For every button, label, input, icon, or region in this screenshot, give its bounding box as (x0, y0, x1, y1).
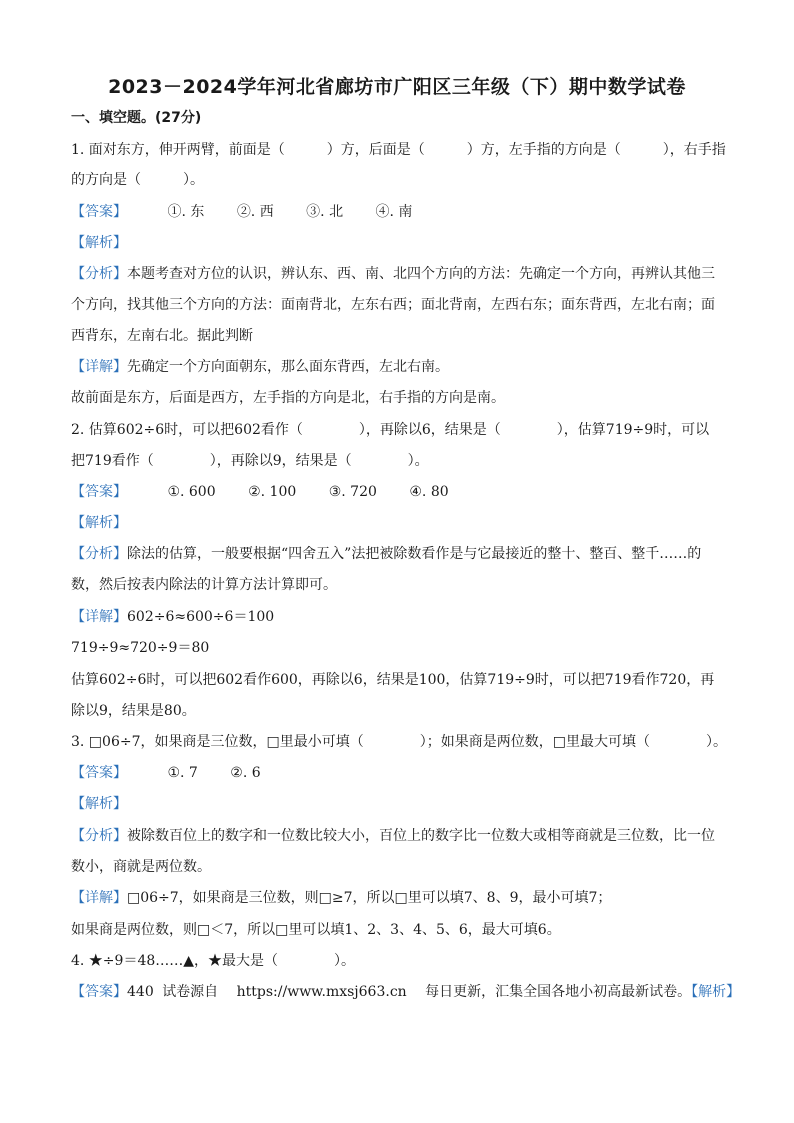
q1-analysis-heading (71, 233, 127, 253)
source-note: 每日更新，汇集全国各地小初高最新试卷。 (425, 984, 692, 1000)
q4-stem-line1: 4. ★÷9＝48……▲，★最大是（ ）。 (71, 953, 356, 969)
q1-answer-row (71, 202, 412, 222)
answer-tag: 【答案】 (71, 204, 127, 220)
xiangjie-tag: 【详解】 (71, 890, 127, 906)
q3-fenxi-line2: 数小，商就是两位数。 (71, 859, 211, 875)
source-link[interactable]: https://www.mxsj663.cn (236, 984, 407, 1000)
q2-stem-line2: 把719看作（ ），再除以9，结果是（ ）。 (71, 453, 429, 469)
q2-calc-line2: 719÷9≈720÷9＝80 (71, 640, 210, 656)
q4-answer-value: 440 (127, 984, 154, 1000)
q2-conclusion-line1: 估算602÷6时，可以把602看作600，再除以6，结果是100，估算719÷9时，可以把719看作720，再 (71, 672, 715, 688)
analysis-tag: 【解析】 (71, 796, 127, 812)
q4-answer-row (71, 982, 740, 1002)
answer-tag: 【答案】 (71, 765, 127, 781)
q3-stem-line1: 3. □06÷7，如果商是三位数，□里最小可填（ ）；如果商是两位数，□里最大可填（ ）。 (71, 734, 727, 750)
q2-answer-1: ①. 600 (167, 484, 216, 500)
q1-fenxi-line2: 个方向，找其他三个方向的方法：面南背北，左东右西；面北背南，左西右东；面东背西，左北右南；面 (71, 297, 715, 313)
answer-tag: 【答案】 (71, 984, 127, 1000)
q1-stem-line2: 的方向是（ ）。 (71, 172, 204, 188)
xiangjie-tag: 【详解】 (71, 359, 127, 375)
q3-xiangjie-line1 (71, 888, 611, 908)
q1-fenxi-line1 (71, 264, 715, 284)
xiangjie-tag: 【详解】 (71, 609, 127, 625)
q3-fenxi-line1 (71, 826, 715, 846)
q3-conclusion-line1: 如果商是两位数，则□＜7，所以□里可以填1、2、3、4、5、6，最大可填6。 (71, 922, 561, 938)
q1-answer-4: ④. 南 (375, 204, 413, 220)
q3-fenxi-text1: 被除数百位上的数字和一位数比较大小，百位上的数字比一位数大或相等商就是三位数，比一位 (127, 828, 715, 844)
q3-xiangjie-text1: □06÷7，如果商是三位数，则□≥7，所以□里可以填7、8、9，最小可填7； (127, 890, 612, 906)
q1-answer-1: ①. 东 (167, 204, 205, 220)
q1-answer-2: ②. 西 (236, 204, 274, 220)
analysis-tag: 【解析】 (71, 235, 127, 251)
q1-xiangjie-line1 (71, 357, 449, 377)
q3-answer-2: ②. 6 (230, 765, 261, 781)
fenxi-tag: 【分析】 (71, 828, 127, 844)
q2-answer-2: ②. 100 (248, 484, 297, 500)
q2-xiangjie-text1: 602÷6≈600÷6＝100 (127, 609, 275, 625)
q2-answer-4: ④. 80 (409, 484, 449, 500)
q3-answer-1: ①. 7 (167, 765, 198, 781)
fenxi-tag: 【分析】 (71, 546, 127, 562)
analysis-tag: 【解析】 (691, 984, 741, 1000)
answer-tag: 【答案】 (71, 484, 127, 500)
q1-xiangjie-text1: 先确定一个方向面朝东，那么面东背西，左北右南。 (127, 359, 449, 375)
q1-fenxi-line3: 西背东，左南右北。据此判断 (71, 328, 253, 344)
analysis-tag: 【解析】 (71, 515, 127, 531)
q2-answer-row (71, 482, 449, 502)
q2-fenxi-line1 (71, 544, 701, 564)
q1-xiangjie-line2: 故前面是东方，后面是西方，左手指的方向是北，右手指的方向是南。 (71, 390, 505, 406)
q1-fenxi-text1: 本题考查对方位的认识，辨认东、西、南、北四个方向的方法：先确定一个方向，再辨认其他三 (127, 266, 715, 282)
fenxi-tag: 【分析】 (71, 266, 127, 282)
q1-answer-3: ③. 北 (306, 204, 344, 220)
q2-stem-line1: 2. 估算602÷6时，可以把602看作（ ），再除以6，结果是（ ），估算719÷9时，可以 (71, 422, 710, 438)
q2-xiangjie-line1 (71, 607, 274, 627)
section-heading: 一、填空题。(27分) (71, 110, 202, 126)
q3-analysis-heading (71, 794, 127, 814)
q2-fenxi-line2: 数，然后按表内除法的计算方法计算即可。 (71, 577, 337, 593)
source-text: 试卷源自 (162, 984, 219, 1000)
page-title: 2023－2024学年河北省廊坊市广阳区三年级（下）期中数学试卷 (108, 76, 686, 98)
q3-answer-row (71, 763, 261, 783)
q2-analysis-heading (71, 513, 127, 533)
q2-fenxi-text1: 除法的估算，一般要根据“四舍五入”法把被除数看作是与它最接近的整十、整百、整千……的 (127, 546, 702, 562)
q2-conclusion-line2: 除以9，结果是80。 (71, 703, 196, 719)
q1-stem-line1: 1. 面对东方，伸开两臂，前面是（ ）方，后面是（ ）方，左手指的方向是（ ），右手指 (71, 142, 726, 158)
q2-answer-3: ③. 720 (328, 484, 377, 500)
